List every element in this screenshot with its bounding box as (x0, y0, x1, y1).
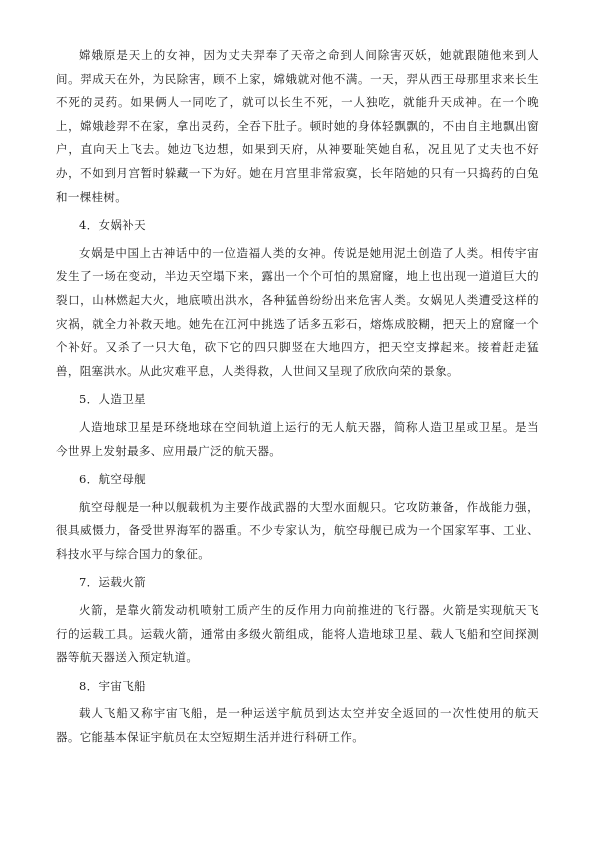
heading-satellite: 5．人造卫星 (79, 392, 146, 407)
heading-launch-rocket: 7．运载火箭 (79, 575, 146, 590)
paragraph-aircraft-carrier: 航空母舰是一种以舰载机为主要作战武器的大型水面舰只。它攻防兼备，作战能力强，很具威慑力，备受世界海军的器重。不少专家认为，航空母舰已成为一个国家军事、工业、科技水平与综合国力的象征。 (56, 499, 539, 561)
heading-spaceship: 8．宇宙飞船 (79, 678, 146, 693)
paragraph-nuwa: 女娲是中国上古神话中的一位造福人类的女神。传说是她用泥土创造了人类。相传宇宙发生了一场在变动，半边天空塌下来，露出一个个可怕的黑窟窿，地上也出现一道道巨大的裂口，山林燃起大火，地底喷出洪水，各种猛兽纷纷出来危害人类。女娲见人类遭受这样的灾祸，就全力补救天地。她先在江河中挑选了话多五彩石，熔炼成胶糊，把天上的窟窿一个个补好。又杀了一只大龟，砍下它的四只脚竖在大地四方，把天空支撑起来。接着赶走猛兽，阻塞洪水。从此灾难平息，人类得救，人世间又呈现了欣欣向荣的景象。 (56, 245, 539, 378)
heading-nuwa: 4．女娲补天 (79, 218, 146, 233)
paragraph-spaceship: 载人飞船又称宇宙飞船，是一种运送宇航员到达太空并安全返回的一次性使用的航天器。它能基本保证宇航员在太空短期生活并进行科研工作。 (56, 706, 539, 745)
heading-aircraft-carrier: 6．航空母舰 (79, 472, 146, 487)
paragraph-change-e: 嫦娥原是天上的女神，因为丈夫羿奉了天帝之命到人间除害灭妖，她就跟随他来到人间。羿成天在外，为民除害，顾不上家，嫦娥就对他不满。一天，羿从西王母那里求来长生不死的灵药。如果俩人一同吃了，就可以长生不死，一人独吃，就能升天成神。在一个晚上，嫦娥趁羿不在家，拿出灵药，全吞下肚子。顿时她的身体轻飘飘的，不由自主地飘出窗户，直向天上飞去。她边飞边想，如果到天府，从神要耻笑她自私，况且见了丈夫也不好办，不如到月宫暂时躲藏一下为好。她在月宫里非常寂寞，长年陪她的只有一只捣药的白兔和一棵桂树。 (56, 48, 539, 204)
paragraph-satellite: 人造地球卫星是环绕地球在空间轨道上运行的无人航天器，简称人造卫星或卫星。是当今世界上发射最多、应用最广泛的航天器。 (56, 419, 539, 458)
paragraph-launch-rocket: 火箭，是靠火箭发动机喷射工质产生的反作用力向前推进的飞行器。火箭是实现航天飞行的运载工具。运载火箭，通常由多级火箭组成，能将人造地球卫星、载人飞船和空间探测器等航天器送入预定轨道。 (56, 603, 539, 665)
